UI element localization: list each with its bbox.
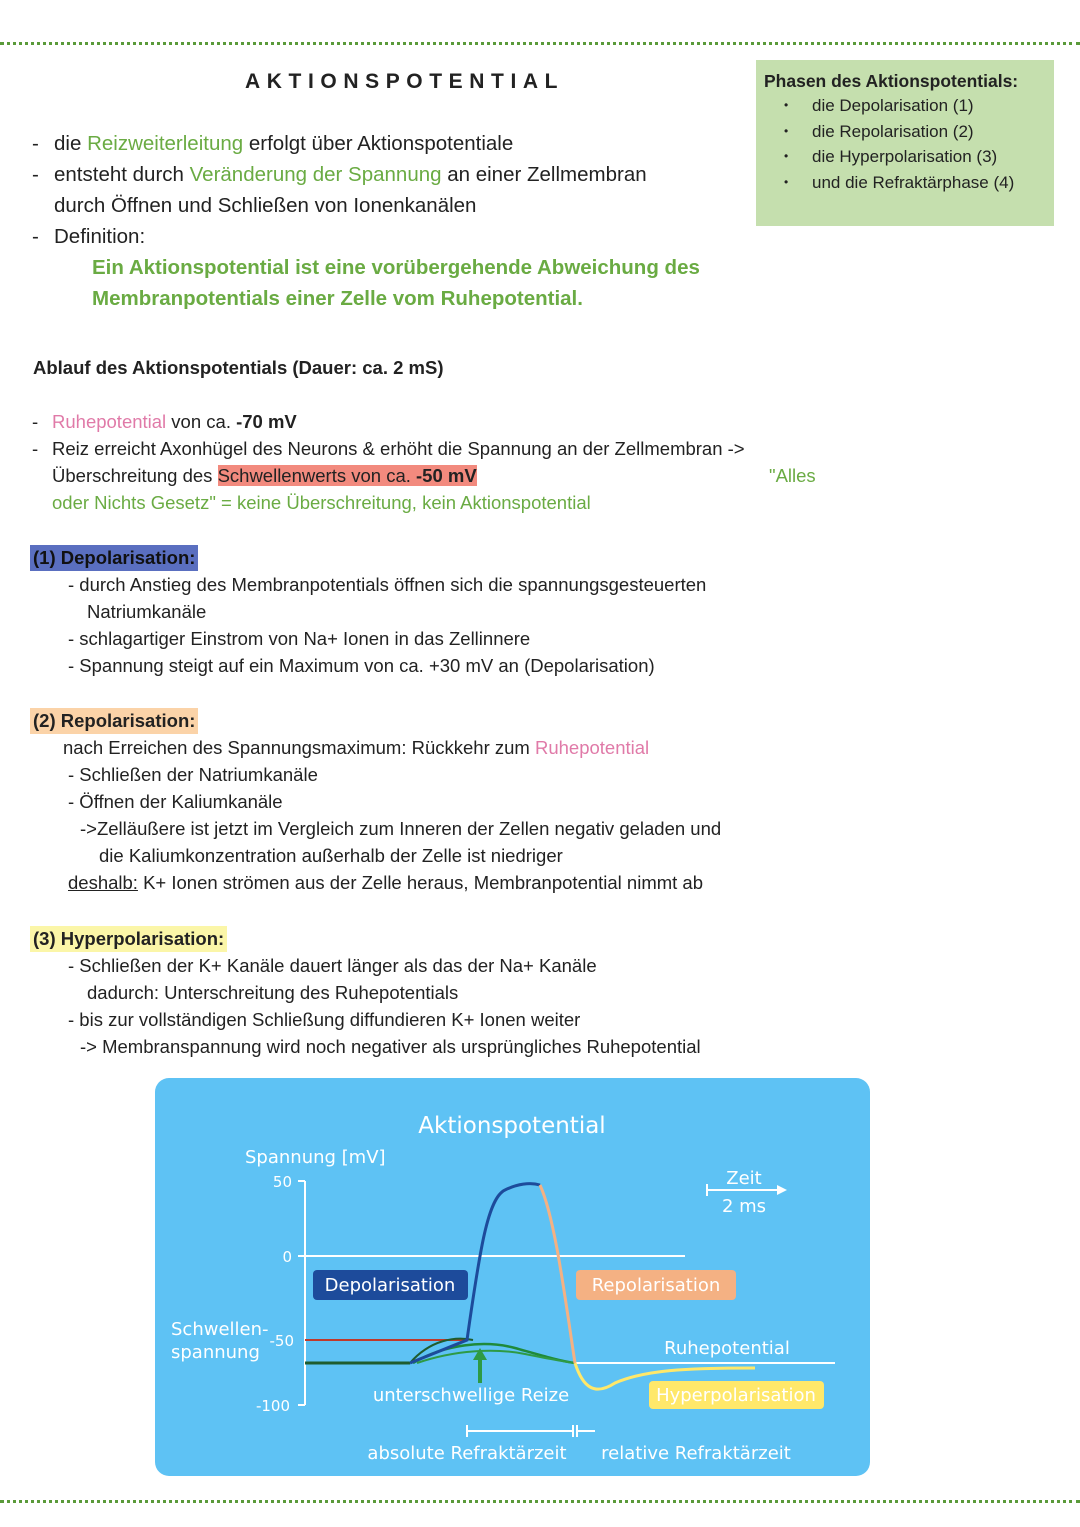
y-tick-label: -50 [269, 1332, 294, 1350]
y-axis-label: Spannung [mV] [245, 1147, 386, 1168]
time-scale-arrow [777, 1185, 787, 1195]
ablauf-line-3: Überschreitung des Schwellenwerts von ca. -50 mV [52, 465, 477, 486]
definition-line-2: Membranpotentials einer Zelle vom Ruhepotential. [92, 287, 583, 310]
intro-line-2: - entsteht durch Veränderung der Spannung an einer Zellmembran [32, 163, 647, 186]
hyper-line-3: - bis zur vollständigen Schließung diffundieren K+ Ionen weiter [68, 1009, 581, 1030]
phases-box-title: Phasen des Aktionspotentials: [764, 71, 1019, 91]
repol-line-5: die Kaliumkonzentration außerhalb der Zelle ist niedriger [99, 845, 563, 866]
subthreshold-label: unterschwellige Reize [372, 1385, 570, 1406]
hyper-line-4: -> Membranspannung wird noch negativer als ursprüngliches Ruhepotential [80, 1036, 701, 1057]
top-divider [0, 42, 1080, 45]
phase-item: • die Repolarisation (2) [784, 119, 1014, 145]
threshold-label-2: spannung [171, 1342, 260, 1363]
y-tick-label: 0 [282, 1248, 292, 1266]
threshold-highlight: Schwellenwerts von ca. -50 mV [217, 465, 477, 486]
bottom-divider [0, 1500, 1080, 1503]
action-potential-chart [155, 1078, 870, 1476]
repol-line-3: - Öffnen der Kaliumkanäle [68, 791, 283, 812]
depol-line-4: - Spannung steigt auf ein Maximum von ca. +30 mV an (Depolarisation) [68, 655, 655, 676]
hyper-line-2: dadurch: Unterschreitung des Ruhepotentials [87, 982, 459, 1003]
intro-line-4: - Definition: [32, 225, 146, 248]
relative-refractory-label: relative Refraktärzeit [601, 1443, 791, 1464]
intro-line-1: - die Reizweiterleitung erfolgt über Aktionspotentiale [32, 132, 514, 155]
ablauf-heading: Ablauf des Aktionspotentials (Dauer: ca. 2 mS) [33, 357, 444, 378]
repol-line-1: nach Erreichen des Spannungsmaximum: Rückkehr zum Ruhepotential [63, 737, 650, 758]
page-title: AKTIONSPOTENTIAL [245, 70, 565, 93]
repolarisation-curve [540, 1185, 575, 1363]
hyperpolarisation-label: Hyperpolarisation [656, 1385, 816, 1406]
threshold-label-1: Schwellen- [171, 1319, 269, 1340]
definition-line-1: Ein Aktionspotential ist eine vorübergehende Abweichung des [92, 256, 700, 279]
phases-box [756, 60, 1054, 226]
phase-item: • die Hyperpolarisation (3) [784, 144, 1014, 170]
repolarisation-heading: (2) Repolarisation: [30, 708, 198, 734]
repol-line-2: - Schließen der Natriumkanäle [68, 764, 318, 785]
depolarisation-heading: (1) Depolarisation: [30, 545, 198, 571]
absolute-refractory-label: absolute Refraktärzeit [367, 1443, 567, 1464]
depol-line-3: - schlagartiger Einstrom von Na+ Ionen in das Zellinnere [68, 628, 531, 649]
hyper-line-1: - Schließen der K+ Kanäle dauert länger als das der Na+ Kanäle [68, 955, 597, 976]
ablauf-alles: "Alles [769, 465, 816, 486]
depol-line-2: Natriumkanäle [87, 601, 207, 622]
ruhepotential-label: Ruhepotential [664, 1338, 790, 1359]
chart-title: Aktionspotential [418, 1113, 606, 1139]
ablauf-line-1: - Ruhepotential von ca. -70 mV [32, 411, 297, 432]
repol-line-6: deshalb: K+ Ionen strömen aus der Zelle heraus, Membranpotential nimmt ab [68, 872, 704, 893]
hyperpolarisation-heading: (3) Hyperpolarisation: [30, 926, 227, 952]
depol-line-1: - durch Anstieg des Membranpotentials öffnen sich die spannungsgesteuerten [68, 574, 707, 595]
phase-item: • und die Refraktärphase (4) [784, 170, 1014, 196]
repol-line-4: ->Zelläußere ist jetzt im Vergleich zum Inneren der Zellen negativ geladen und [80, 818, 722, 839]
stimulus-arrow-head [473, 1348, 487, 1360]
ablauf-line-2: - Reiz erreicht Axonhügel des Neurons & erhöht die Spannung an der Zellmembran -> [32, 438, 745, 459]
time-scale-value: 2 ms [721, 1196, 767, 1217]
phase-item: • die Depolarisation (1) [784, 93, 1014, 119]
phases-list [784, 93, 1014, 195]
y-tick-label: 50 [272, 1173, 292, 1191]
intro-line-3: durch Öffnen und Schließen von Ionenkanälen [54, 194, 477, 217]
ablauf-line-4: oder Nichts Gesetz" = keine Überschreitung, kein Aktionspotential [52, 492, 591, 513]
time-label: Zeit [726, 1168, 762, 1189]
repolarisation-label: Repolarisation [591, 1275, 721, 1296]
y-tick-label: -100 [255, 1397, 290, 1415]
depolarisation-label: Depolarisation [324, 1275, 456, 1296]
